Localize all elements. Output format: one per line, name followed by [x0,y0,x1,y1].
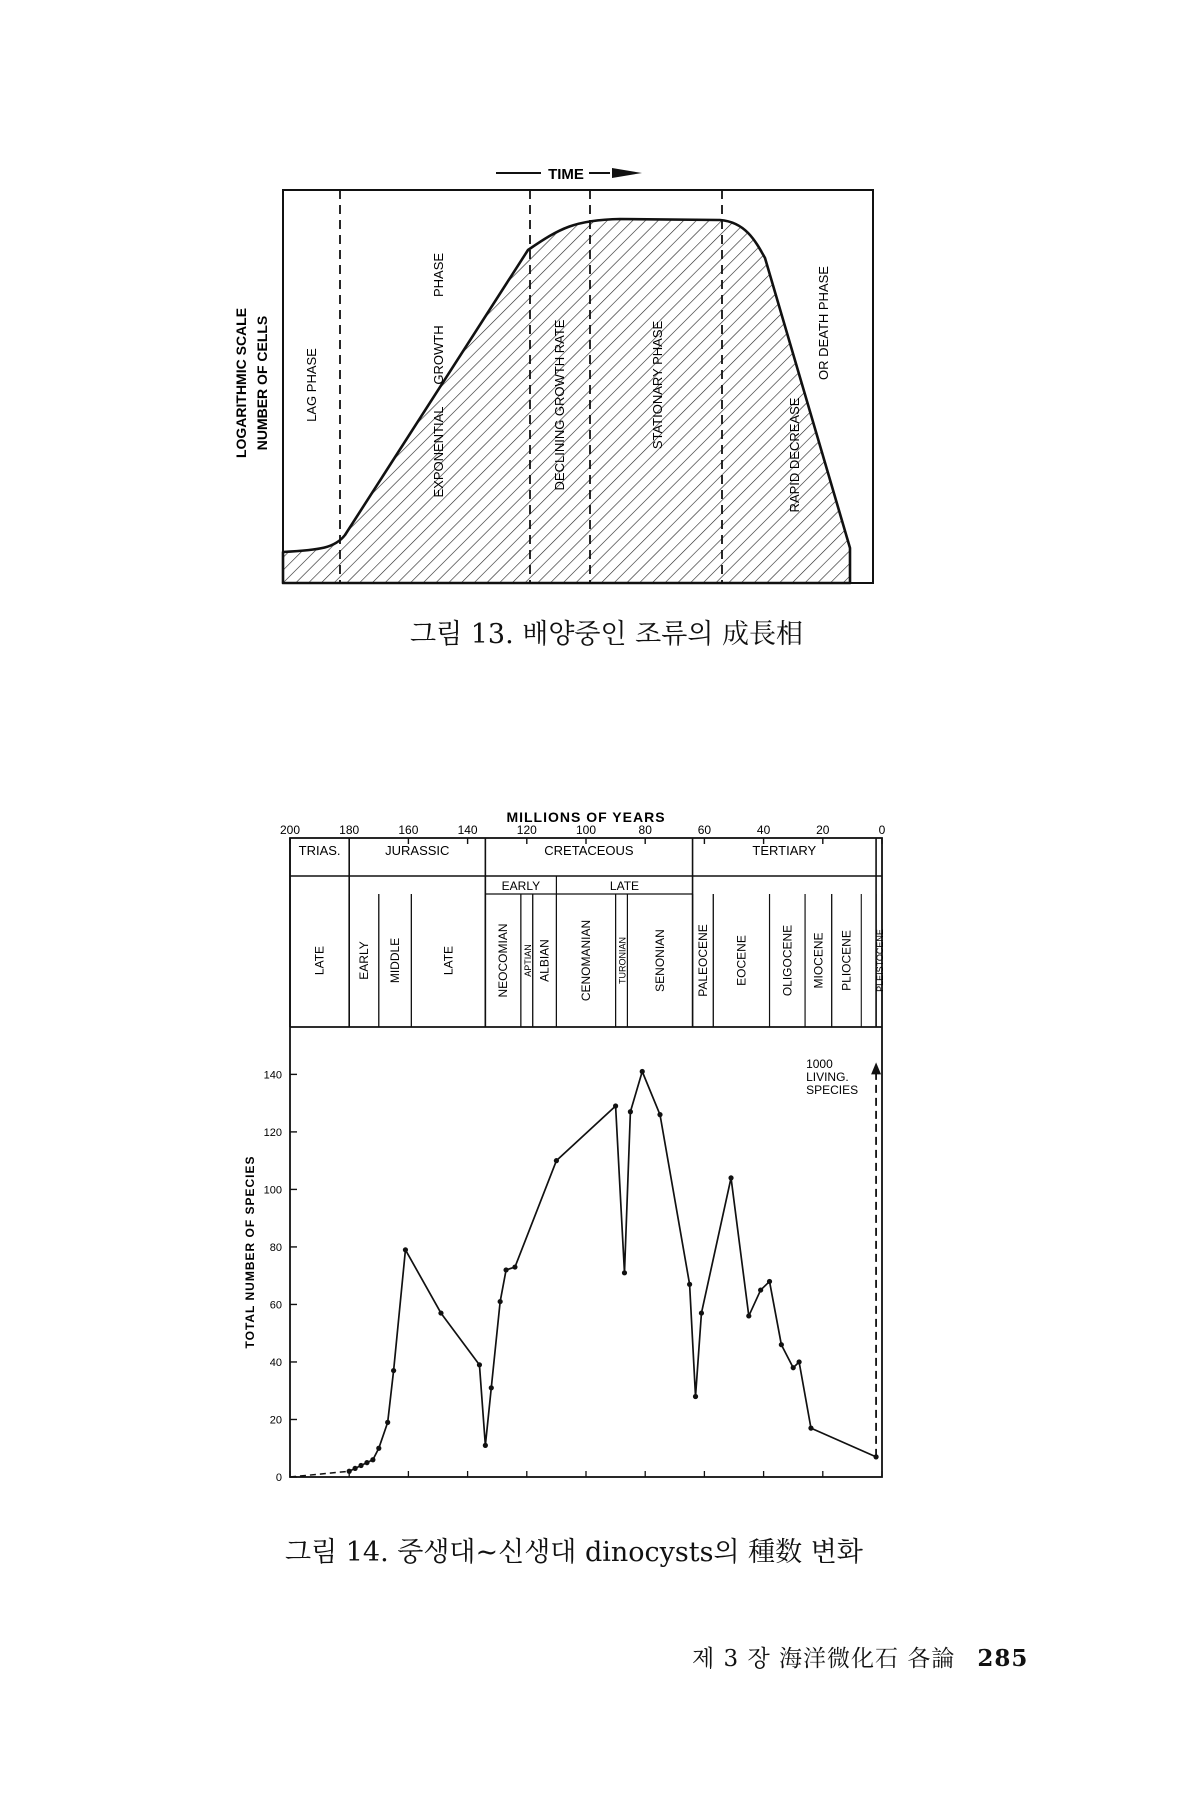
stage-label: PLIOCENE [839,930,854,991]
data-point [554,1158,559,1163]
data-point [498,1299,503,1304]
phase-label-declining: DECLINING GROWTH RATE [552,319,567,491]
data-point [687,1282,692,1287]
data-point [512,1264,517,1269]
y-tick-label: 100 [263,1184,282,1197]
stage-label: ALBIAN [537,939,552,982]
chapter-title: 제 3 장 海洋微化石 各論 [692,1646,956,1672]
data-point [347,1469,352,1474]
data-point [640,1069,645,1074]
subperiod-label: LATE [609,879,640,893]
data-point [385,1420,390,1425]
period-label: CRETACEOUS [544,843,634,858]
stage-label: MIDDLE [388,937,403,984]
data-point [657,1112,662,1117]
data-point [370,1457,375,1462]
top-tick-label: 140 [457,823,478,837]
stage-label: MIOCENE [811,932,826,989]
page-footer [692,1640,1028,1673]
period-label: JURASSIC [385,843,450,858]
data-point [699,1310,704,1315]
top-tick-label: 0 [878,823,886,837]
top-tick-label: 80 [638,823,652,837]
y-axis-label-line2: NUMBER OF CELLS [254,315,270,451]
data-point [779,1342,784,1347]
y-tick-label: 40 [269,1356,282,1369]
y-axis-label-line1: LOGARITHMIC SCALE [233,307,249,459]
living-species-annotation: 1000 [806,1057,833,1071]
living-species-annotation: SPECIES [806,1083,859,1097]
phase-label-exponential-3: PHASE [431,252,446,298]
data-point [353,1466,358,1471]
data-point [622,1270,627,1275]
y-tick-label: 140 [263,1069,282,1082]
data-point [403,1247,408,1252]
data-point [791,1365,796,1370]
stage-label: NEOCOMIAN [496,923,511,998]
data-point [693,1394,698,1399]
y-tick-label: 120 [263,1126,282,1139]
top-tick-label: 100 [575,823,597,837]
period-label: TERTIARY [752,843,817,858]
y-tick-label: 80 [269,1241,282,1254]
phase-label-exponential-1: EXPONENTIAL [431,406,446,498]
top-axis-label: MILLIONS OF YEARS [506,809,666,825]
stage-label: EOCENE [734,935,749,986]
data-point [873,1454,878,1459]
y-tick-label: 20 [269,1414,282,1427]
data-point [797,1359,802,1364]
stage-label: PALEOCENE [695,924,710,997]
stage-label: SENONIAN [653,929,667,992]
page-number: 285 [977,1645,1029,1672]
time-label: TIME [548,166,584,183]
phase-label-exponential-2: GROWTH [431,325,446,385]
top-tick-label: 20 [816,823,830,837]
top-tick-label: 200 [279,823,301,837]
stage-label: TURONIAN [617,937,628,984]
top-tick-label: 120 [516,823,537,837]
y-tick-label: 60 [269,1299,282,1312]
data-point [628,1109,633,1114]
data-point [364,1460,369,1465]
data-point [613,1103,618,1108]
phase-label-lag: LAG PHASE [304,348,319,422]
data-point [391,1368,396,1373]
phase-label-stationary: STATIONARY PHASE [650,320,665,450]
data-point [438,1310,443,1315]
subperiod-label: EARLY [501,879,541,893]
y-axis-label: TOTAL NUMBER OF SPECIES [243,1155,257,1349]
top-tick-label: 180 [339,823,360,837]
data-point [358,1463,363,1468]
species-count-line [349,1072,876,1472]
stage-label: OLIGOCENE [780,924,795,997]
top-tick-label: 160 [398,823,419,837]
phase-label-death-2: OR DEATH PHASE [816,266,831,380]
figure-13-caption: 그림 13. 배양중인 조류의 成長相 [410,619,804,650]
data-point [746,1313,751,1318]
data-point [808,1426,813,1431]
top-tick-label: 40 [756,823,771,837]
stage-label: EARLY [357,941,371,980]
stage-label: CENOMANIAN [579,919,593,1002]
living-species-annotation: LIVING. [806,1070,849,1084]
stage-label: APTIAN [522,944,533,977]
data-point [477,1362,482,1367]
stage-label: PLEISTOCENE [875,929,886,992]
data-point [767,1279,772,1284]
data-point [758,1287,763,1292]
period-label: TRIAS. [298,843,341,858]
data-point [376,1446,381,1451]
living-species-arrow-icon [871,1062,881,1074]
data-point [483,1443,488,1448]
data-point [728,1175,733,1180]
data-point [503,1267,508,1272]
stage-label: LATE [312,945,327,976]
top-tick-label: 60 [697,823,712,837]
phase-label-death-1: RAPID DECREASE [787,397,802,513]
y-tick-label: 0 [275,1472,282,1484]
stage-label: LATE [441,945,456,976]
figure-14-caption: 그림 14. 중생대~신생대 dinocysts의 種数 변화 [285,1537,863,1568]
data-point [489,1385,494,1390]
